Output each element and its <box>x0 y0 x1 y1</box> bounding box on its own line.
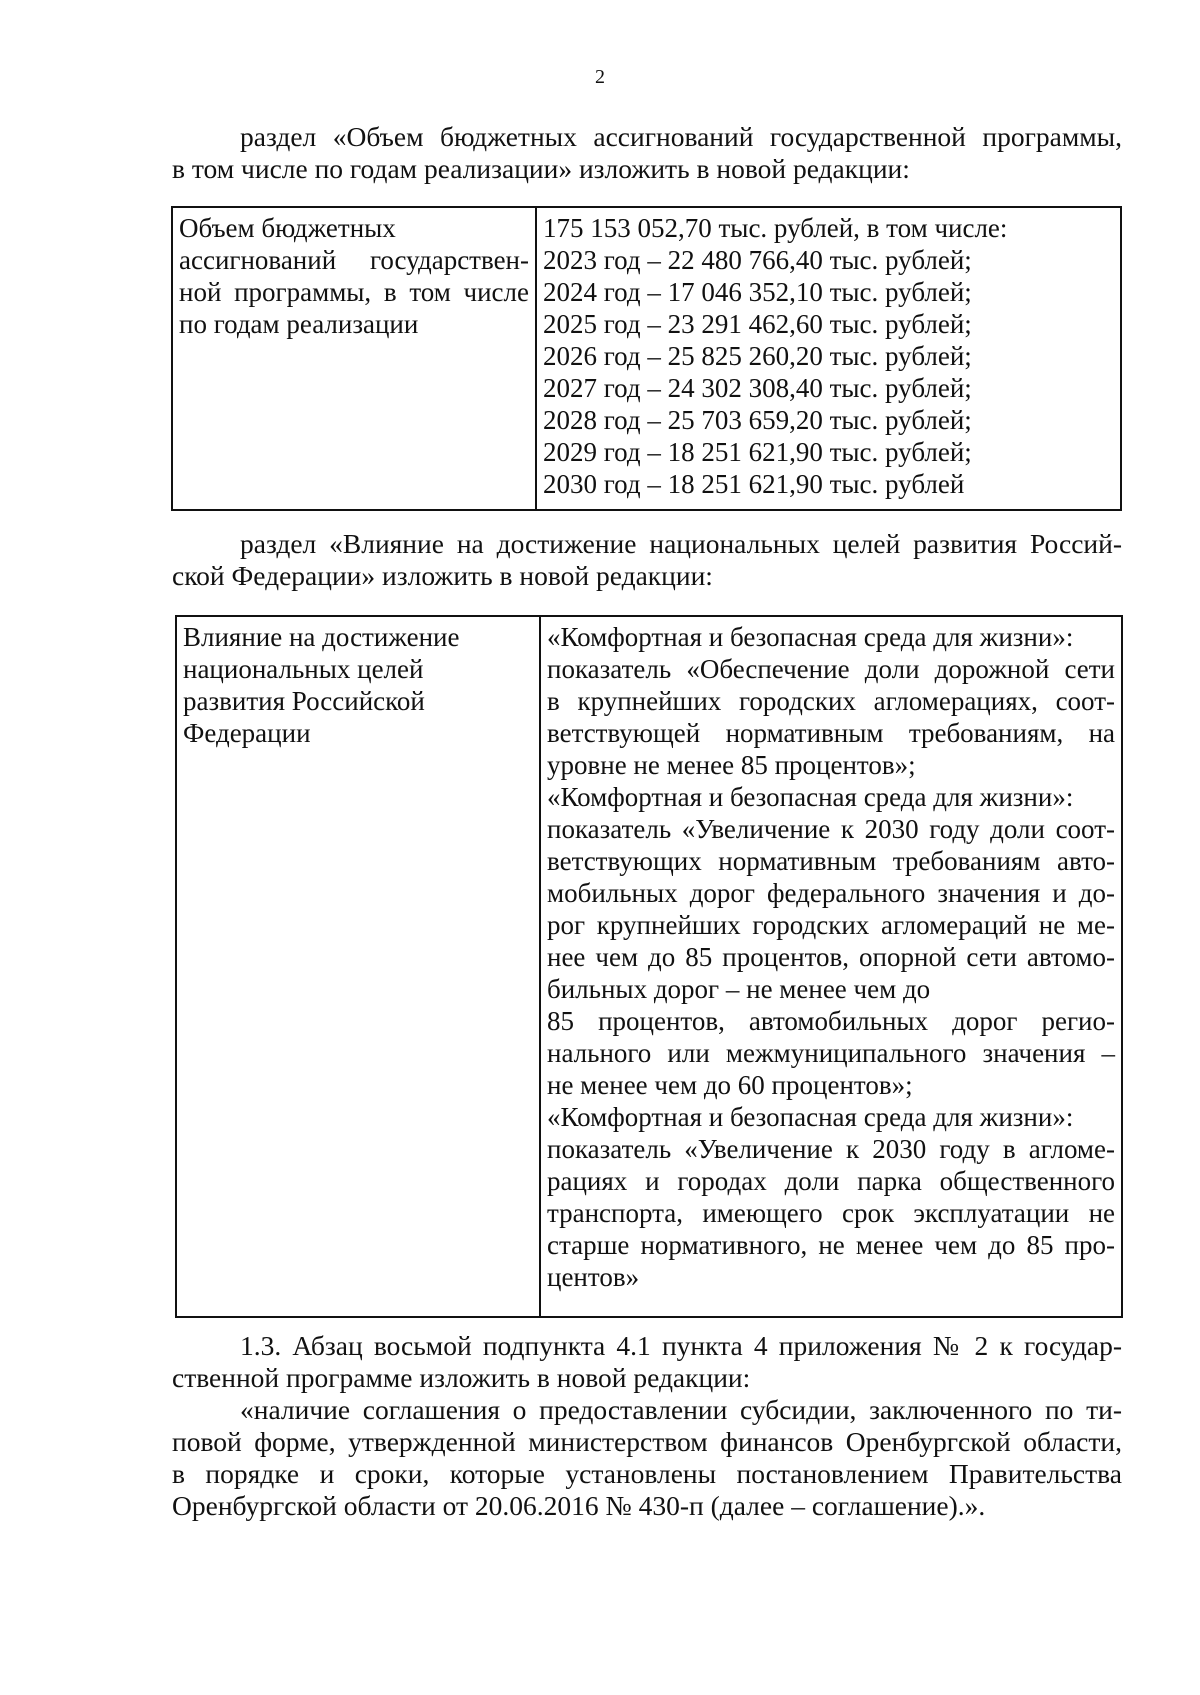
cell-line: по годам реализации <box>179 309 419 339</box>
cell-line: 2024 год – 17 046 352,10 тыс. рублей; <box>543 277 972 307</box>
cell-line: национальных целей <box>183 654 424 684</box>
cell-line: 2027 год – 24 302 308,40 тыс. рублей; <box>543 373 972 403</box>
text-line: 1.3. Абзац восьмой подпункта 4.1 пункта 4 приложения № 2 к государ- <box>240 1330 1122 1361</box>
cell-line: показатель «Увеличение к 2030 году доли соот- <box>547 814 1115 844</box>
cell-line: не менее чем до 60 процентов»; <box>547 1070 913 1100</box>
cell-line: развития Российской <box>183 686 425 716</box>
text-line: Оренбургской области от 20.06.2016 № 430-п (далее – соглашение).». <box>172 1490 986 1521</box>
text-line: раздел «Влияние на достижение национальных целей развития Россий- <box>240 528 1122 559</box>
cell-line: ветствующих нормативным требованиям авто- <box>547 846 1115 876</box>
cell-line: рог крупнейших городских агломераций не ме- <box>547 910 1115 940</box>
cell-line: «Комфортная и безопасная среда для жизни»: <box>547 782 1074 812</box>
cell-line: рациях и городах доли парка общественного <box>547 1166 1115 1196</box>
cell-line: ассигнований государствен- <box>179 245 529 275</box>
cell-line: 2030 год – 18 251 621,90 тыс. рублей <box>543 469 965 499</box>
point-1-3-paragraph <box>172 1330 1122 1394</box>
cell-line: Федерации <box>183 718 311 748</box>
cell-line: 85 процентов, автомобильных дорог регио- <box>547 1006 1115 1036</box>
cell-line: 2025 год – 23 291 462,60 тыс. рублей; <box>543 309 972 339</box>
text-line: в порядке и сроки, которые установлены постановлением Правительства <box>172 1458 1122 1489</box>
goals-label-cell <box>176 616 540 1317</box>
quoted-paragraph <box>172 1394 1122 1522</box>
cell-line: 2023 год – 22 480 766,40 тыс. рублей; <box>543 245 972 275</box>
cell-line: 2029 год – 18 251 621,90 тыс. рублей; <box>543 437 972 467</box>
cell-line: показатель «Увеличение к 2030 году в агломе- <box>547 1134 1115 1164</box>
goals-values-cell <box>540 616 1122 1317</box>
budget-values-cell <box>536 207 1121 510</box>
national-goals-table <box>175 615 1123 1318</box>
cell-line: ной программы, в том числе <box>179 277 529 307</box>
cell-line: транспорта, имеющего срок эксплуатации не <box>547 1198 1115 1228</box>
intro-paragraph-national-goals <box>172 528 1122 592</box>
cell-line: центов» <box>547 1262 640 1292</box>
text-line: повой форме, утвержденной министерством финансов Оренбургской области, <box>172 1426 1122 1457</box>
cell-line: Объем бюджетных <box>179 213 396 243</box>
budget-label-cell <box>172 207 536 510</box>
page-number: 2 <box>595 66 605 88</box>
cell-line: старше нормативного, не менее чем до 85 про- <box>547 1230 1115 1260</box>
cell-line: 2028 год – 25 703 659,20 тыс. рублей; <box>543 405 972 435</box>
cell-line: «Комфортная и безопасная среда для жизни»: <box>547 1102 1074 1132</box>
text-line: ской Федерации» изложить в новой редакции: <box>172 560 713 591</box>
text-line: в том числе по годам реализации» изложить в новой редакции: <box>172 153 910 184</box>
cell-line: уровне не менее 85 процентов»; <box>547 750 916 780</box>
cell-line: мобильных дорог федерального значения и до- <box>547 878 1115 908</box>
text-line: раздел «Объем бюджетных ассигнований государственной программы, <box>240 121 1122 152</box>
cell-line: ветствующей нормативным требованиям, на <box>547 718 1115 748</box>
cell-line: 2026 год – 25 825 260,20 тыс. рублей; <box>543 341 972 371</box>
cell-line: нее чем до 85 процентов, опорной сети автомо- <box>547 942 1115 972</box>
text-line: «наличие соглашения о предоставлении субсидии, заключенного по ти- <box>240 1394 1122 1425</box>
cell-line: 175 153 052,70 тыс. рублей, в том числе: <box>543 213 1008 243</box>
cell-line: нального или межмуниципального значения – <box>547 1038 1115 1068</box>
cell-line: «Комфортная и безопасная среда для жизни»: <box>547 622 1074 652</box>
budget-table <box>171 206 1122 511</box>
cell-line: показатель «Обеспечение доли дорожной сети <box>547 654 1115 684</box>
cell-line: бильных дорог – не менее чем до <box>547 974 931 1004</box>
cell-line: в крупнейших городских агломерациях, соот- <box>547 686 1115 716</box>
cell-line: Влияние на достижение <box>183 622 460 652</box>
intro-paragraph-budget <box>172 121 1122 185</box>
text-line: ственной программе изложить в новой редакции: <box>172 1362 751 1393</box>
